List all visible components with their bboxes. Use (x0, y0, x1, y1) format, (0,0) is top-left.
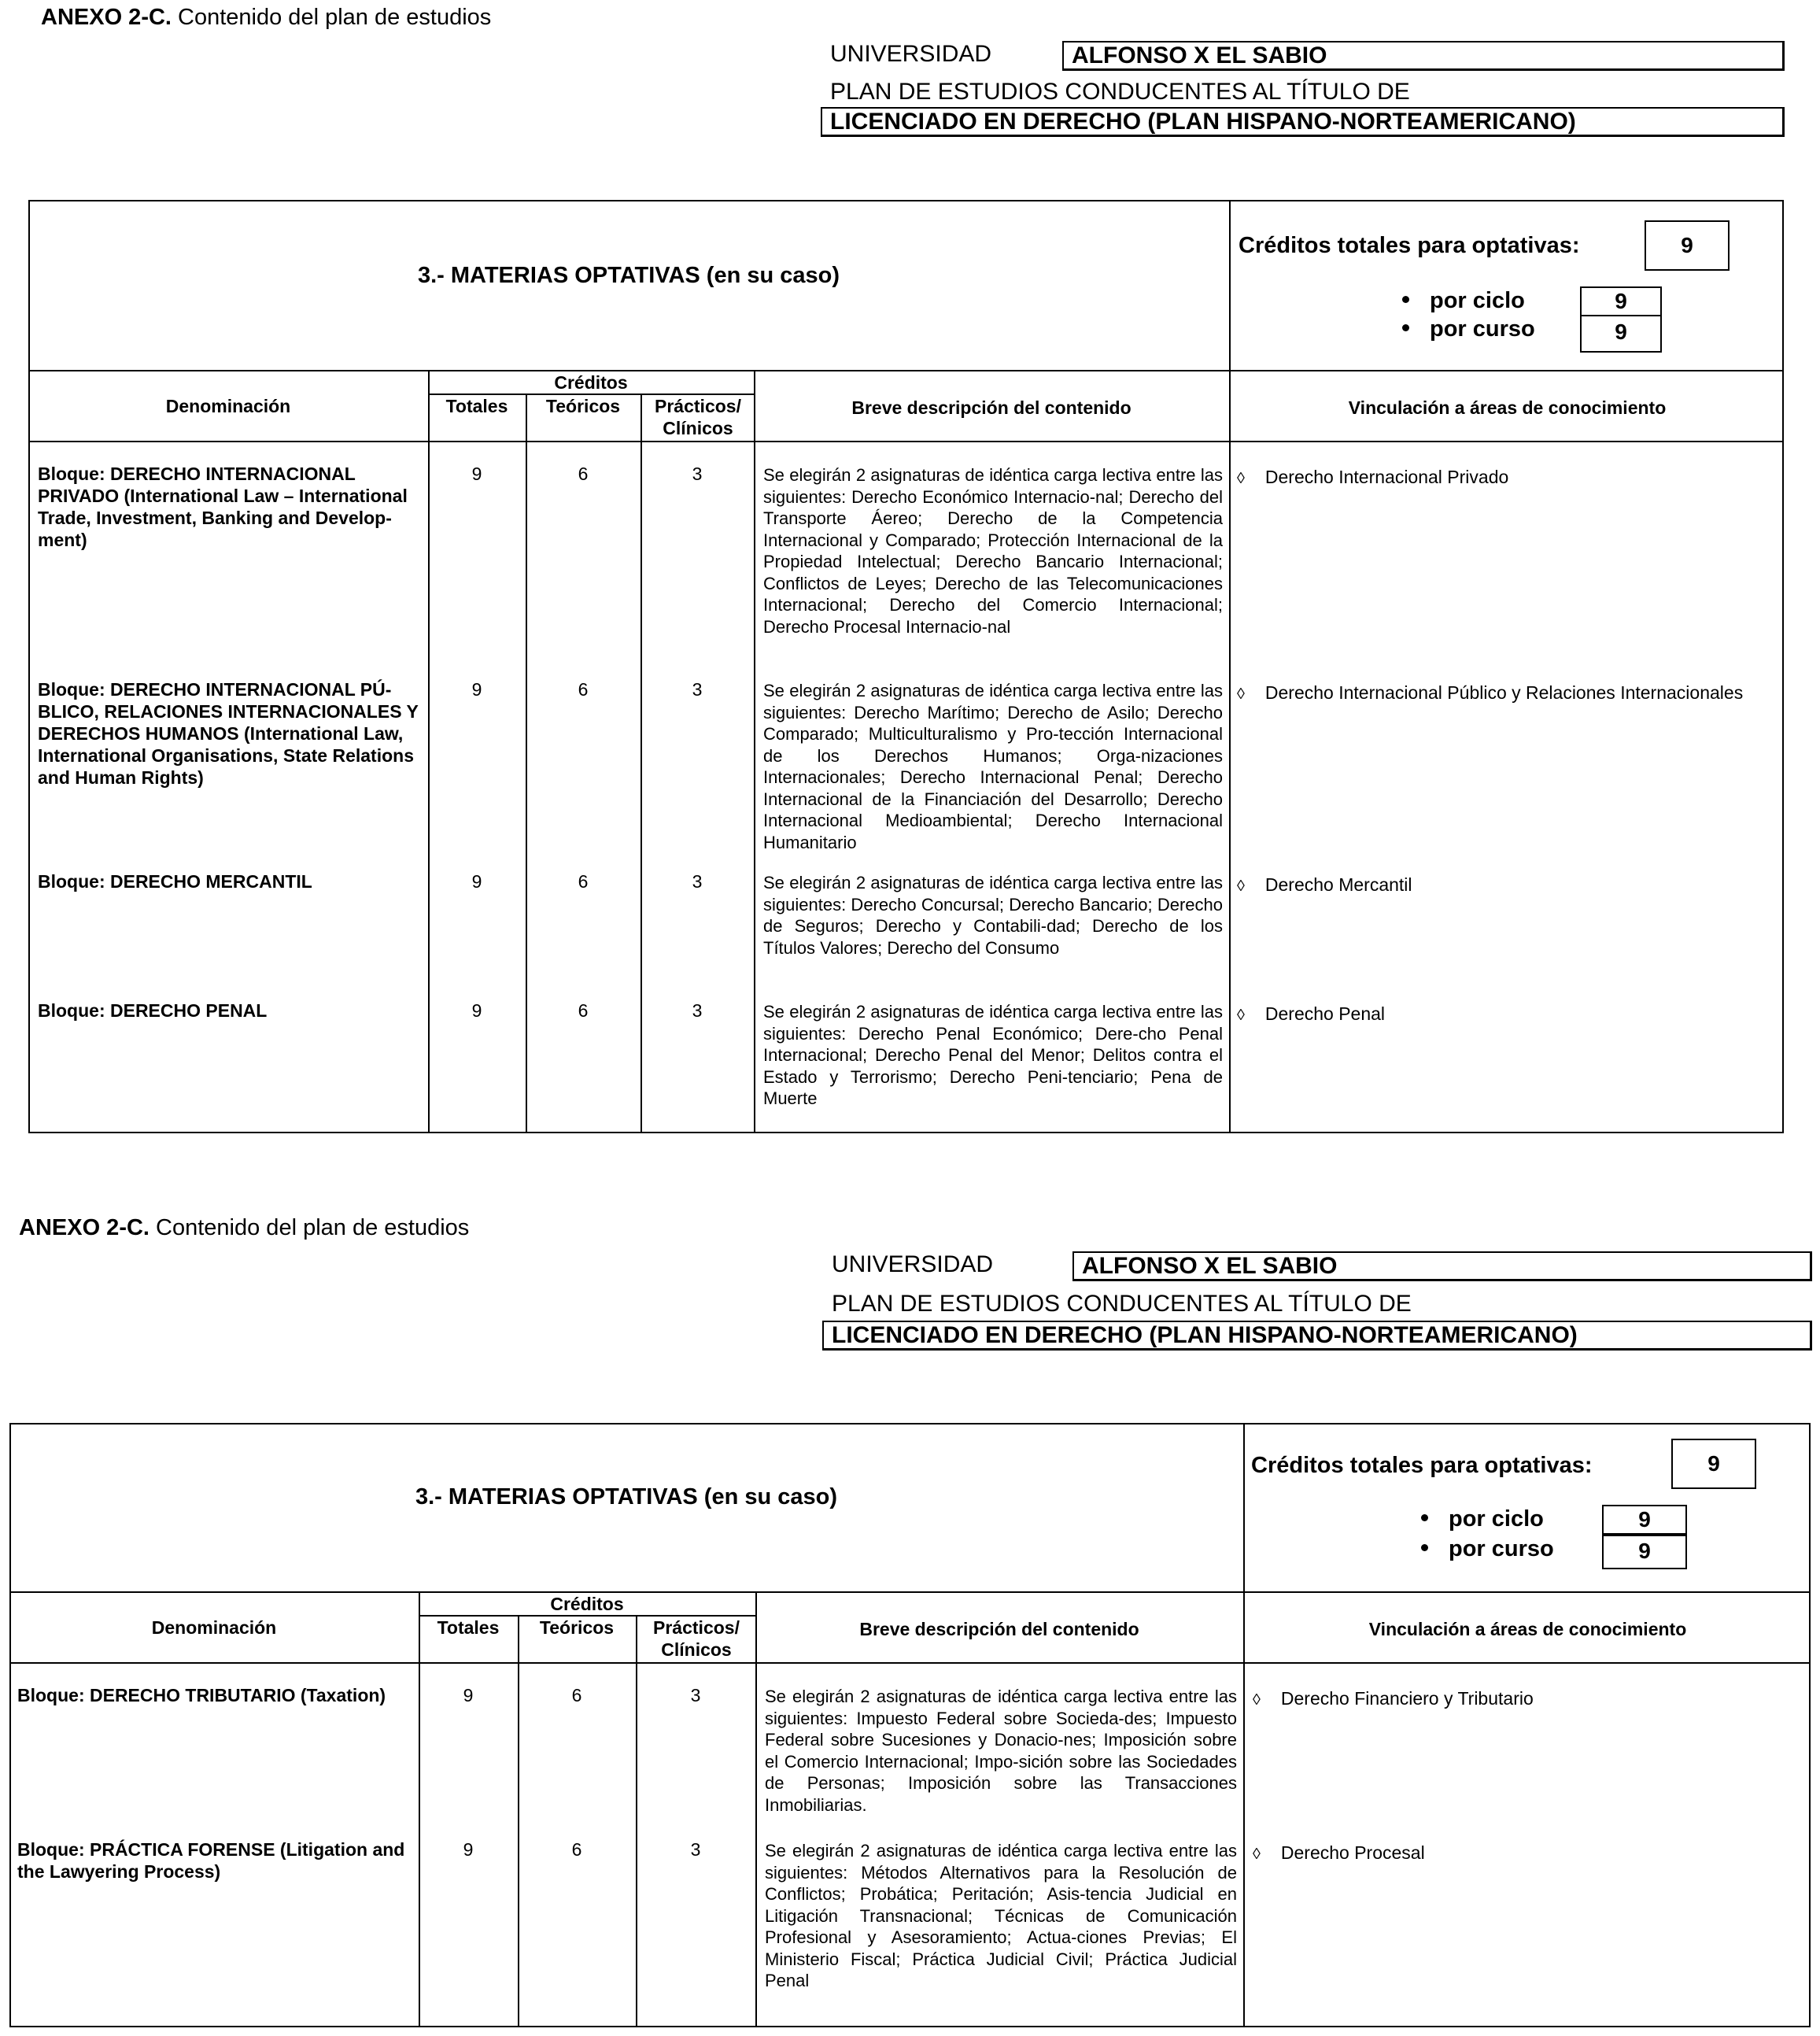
row-area: ◊ Derecho Financiero y Tributario (1253, 1687, 1534, 1711)
divider (28, 441, 1784, 442)
table-title: 3.- MATERIAS OPTATIVAS (en su caso) (415, 1484, 838, 1509)
bullet-icon (1421, 1514, 1428, 1521)
creditos-totales-value: 9 (1645, 220, 1730, 271)
universidad-label: UNIVERSIDAD (830, 41, 992, 67)
header-teoricos: Teóricos (545, 396, 621, 416)
divider (526, 394, 527, 1133)
universidad-value: ALFONSO X EL SABIO (1062, 41, 1785, 71)
header-vinculacion: Vinculación a áreas de conocimiento (1348, 397, 1667, 418)
divider (9, 1591, 1811, 1593)
header-vinculacion: Vinculación a áreas de conocimiento (1368, 1619, 1687, 1639)
row-denominacion: Bloque: DERECHO INTERNACIONAL PRIVADO (International Law – International Trade, Investment, Banking and Develop-ment) (38, 464, 408, 550)
bullet-icon (1402, 324, 1409, 331)
por-curso-label: por curso (1402, 316, 1535, 342)
bullet-icon (1421, 1544, 1428, 1551)
row-teoricos: 6 (578, 679, 589, 700)
por-ciclo-value: 9 (1602, 1505, 1687, 1535)
bullet-icon (1402, 296, 1409, 303)
header-denominacion: Denominación (151, 1617, 277, 1638)
por-curso-label: por curso (1421, 1536, 1554, 1562)
header-practicos: Prácticos/ Clínicos (655, 396, 741, 438)
row-area: ◊ Derecho Penal (1237, 1003, 1385, 1026)
header-denominacion: Denominación (165, 396, 291, 416)
diamond-icon: ◊ (1237, 685, 1245, 703)
row-descripcion: Se elegirán 2 asignaturas de idéntica carga lectiva entre las siguientes: Derecho Marítimo; Derecho de Asilo; Derecho Comparado; Multiculturalismo y Pro-tección Internacional de los Derechos Humanos; Orga-nizaciones Internacionales; Derecho Internacional Penal; Derecho Internacional de la Financiación del Desarrollo; Derecho Internacional Medioambiental; Derecho Internacional Humanitario (763, 681, 1223, 852)
plan-section-2 (0, 1204, 1820, 2036)
divider (9, 1662, 1811, 1664)
divider (1229, 200, 1231, 1133)
row-teoricos: 6 (578, 1000, 589, 1021)
creditos-totales-label: Créditos totales para optativas: (1251, 1453, 1593, 1478)
row-area: ◊ Derecho Internacional Público y Relaciones Internacionales (1237, 682, 1743, 705)
header-descripcion: Breve descripción del contenido (859, 1619, 1139, 1639)
creditos-totales-label: Créditos totales para optativas: (1239, 233, 1580, 258)
row-teoricos: 6 (578, 464, 589, 484)
row-teoricos: 6 (578, 871, 589, 892)
row-totales: 9 (471, 1000, 482, 1021)
diamond-icon: ◊ (1237, 878, 1245, 895)
row-denominacion: Bloque: DERECHO MERCANTIL (38, 871, 312, 892)
universidad-label: UNIVERSIDAD (832, 1251, 994, 1277)
row-practicos: 3 (692, 871, 703, 892)
titulo-value: LICENCIADO EN DERECHO (PLAN HISPANO-NORTEAMERICANO) (821, 107, 1785, 137)
titulo-value: LICENCIADO EN DERECHO (PLAN HISPANO-NORTEAMERICANO) (822, 1321, 1812, 1351)
divider (755, 1591, 757, 2027)
divider (754, 370, 755, 1133)
creditos-totales-value: 9 (1671, 1439, 1756, 1489)
row-totales: 9 (463, 1685, 474, 1705)
divider (419, 1591, 420, 2027)
diamond-icon: ◊ (1237, 1007, 1245, 1024)
divider (636, 1615, 637, 2027)
por-ciclo-label: por ciclo (1421, 1506, 1544, 1532)
row-descripcion: Se elegirán 2 asignaturas de idéntica carga lectiva entre las siguientes: Derecho Penal Económico; Dere-cho Penal Internacional; Derecho Penal del Menor; Delitos contra el Estado y Terrorismo; Derecho Peni-tenciario; Pena de Muerte (763, 1002, 1223, 1108)
anexo-heading: ANEXO 2-C. Contenido del plan de estudios (19, 1215, 470, 1240)
header-totales: Totales (437, 1617, 500, 1638)
row-totales: 9 (463, 1839, 474, 1860)
diamond-icon: ◊ (1253, 1691, 1261, 1709)
divider (641, 394, 642, 1133)
row-denominacion: Bloque: PRÁCTICA FORENSE (Litigation and the Lawyering Process) (17, 1839, 405, 1882)
universidad-value: ALFONSO X EL SABIO (1072, 1251, 1812, 1281)
header-creditos: Créditos (550, 1594, 624, 1614)
plan-label: PLAN DE ESTUDIOS CONDUCENTES AL TÍTULO DE (832, 1291, 1412, 1317)
divider (518, 1615, 519, 2027)
plan-label: PLAN DE ESTUDIOS CONDUCENTES AL TÍTULO DE (830, 79, 1410, 105)
por-ciclo-value: 9 (1580, 286, 1662, 316)
row-descripcion: Se elegirán 2 asignaturas de idéntica carga lectiva entre las siguientes: Derecho Concursal; Derecho Bancario; Derecho de Seguros; Derecho y Contabili-dad; Derecho de los Títulos Valores; Derecho del Consumo (763, 873, 1223, 958)
row-descripcion: Se elegirán 2 asignaturas de idéntica carga lectiva entre las siguientes: Métodos Alternativos para la Resolución de Conflictos; Probática; Peritación; Asis-tencia Judicial en Litigación Transnacional; Técnicas de Comunicación Profesional y Asesoramiento; Actua-ciones Previas; El Ministerio Fiscal; Práctica Judicial Civil; Práctica Judicial Penal (765, 1841, 1237, 1990)
row-practicos: 3 (690, 1839, 701, 1860)
divider (28, 370, 1784, 371)
por-curso-value: 9 (1602, 1535, 1687, 1569)
header-totales: Totales (445, 396, 508, 416)
row-practicos: 3 (692, 464, 703, 484)
row-totales: 9 (471, 871, 482, 892)
por-ciclo-label: por ciclo (1402, 288, 1525, 314)
diamond-icon: ◊ (1253, 1846, 1261, 1863)
row-totales: 9 (471, 679, 482, 700)
row-area: ◊ Derecho Procesal (1253, 1842, 1425, 1865)
row-descripcion: Se elegirán 2 asignaturas de idéntica carga lectiva entre las siguientes: Impuesto Federal sobre Socieda-des; Impuesto Federal sobre Sucesiones y Donacio-nes; Imposición sobre el Comercio Internacional; Impo-sición sobre las Sociedades de Personas; Imposición sobre las Transacciones Inmobiliarias. (765, 1687, 1237, 1815)
row-teoricos: 6 (571, 1839, 582, 1860)
header-descripcion: Breve descripción del contenido (851, 397, 1132, 418)
row-teoricos: 6 (571, 1685, 582, 1705)
row-denominacion: Bloque: DERECHO PENAL (38, 1000, 268, 1021)
row-descripcion: Se elegirán 2 asignaturas de idéntica carga lectiva entre las siguientes: Derecho Económico Internacio-nal; Derecho del Transporte Áereo; Derecho de la Competencia Internacional y Comparado; Protección Internacional de la Propiedad Intelectual; Derecho Bancario Internacional; Conflictos de Leyes; Derecho de las Telecomunicaciones Internacional; Derecho del Comercio Internacional; Derecho Procesal Internacio-nal (763, 465, 1223, 637)
row-totales: 9 (471, 464, 482, 484)
table-title: 3.- MATERIAS OPTATIVAS (en su caso) (417, 263, 840, 288)
row-denominacion: Bloque: DERECHO INTERNACIONAL PÚ-BLICO, RELACIONES INTERNACIONALES Y DERECHOS HUMANOS (International Law, International Organisations, State Relations and Human Rights) (38, 679, 419, 788)
row-area: ◊ Derecho Mercantil (1237, 874, 1412, 897)
row-practicos: 3 (692, 1000, 703, 1021)
header-teoricos: Teóricos (539, 1617, 615, 1638)
header-practicos: Prácticos/ Clínicos (653, 1617, 740, 1660)
row-practicos: 3 (692, 679, 703, 700)
row-practicos: 3 (690, 1685, 701, 1705)
divider (1243, 1423, 1245, 2027)
header-creditos: Créditos (554, 372, 628, 393)
diamond-icon: ◊ (1237, 470, 1245, 487)
anexo-heading: ANEXO 2-C. Contenido del plan de estudios (41, 5, 492, 30)
row-area: ◊ Derecho Internacional Privado (1237, 466, 1508, 490)
por-curso-value: 9 (1580, 315, 1662, 353)
row-denominacion: Bloque: DERECHO TRIBUTARIO (Taxation) (17, 1685, 386, 1705)
